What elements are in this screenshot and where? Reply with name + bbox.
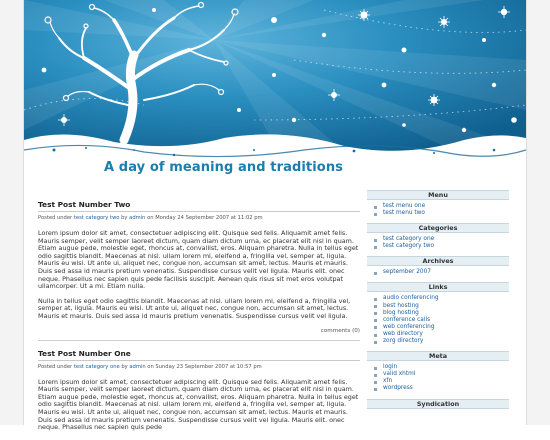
sidebar-link[interactable]: wordpress bbox=[374, 385, 509, 392]
sidebar-link[interactable]: test category two bbox=[374, 243, 509, 250]
comments-link[interactable]: comments (0) bbox=[38, 328, 360, 341]
post-body bbox=[38, 379, 360, 432]
sidebar-categories bbox=[367, 223, 509, 252]
post-meta: Posted under test category two by admin on Monday 24 September 2007 at 11:02 pm bbox=[38, 215, 263, 221]
sidebar-link[interactable]: best hosting bbox=[374, 303, 509, 310]
site-title[interactable]: A day of meaning and traditions bbox=[104, 160, 344, 175]
sidebar-heading: Syndication bbox=[367, 399, 509, 409]
sidebar-heading: Meta bbox=[367, 351, 509, 361]
header-banner bbox=[24, 0, 526, 190]
sidebar-link[interactable]: xfn bbox=[374, 378, 509, 385]
sidebar-link[interactable]: login bbox=[374, 364, 509, 371]
post-paragraph: Nulla in tellus eget odio sagittis blandit. Maecenas at nisl. ullam lorem mi, eleifend a, fringilla vel, semper at, ligula. Mauris eu wisi. Ut ante ui, aliquet nec, congue non, accumsan sit amet, lectus. Mauris et mauris. Duis sed assa id mauris pretium venenatis. Suspendisse cursus velit vel ligula. bbox=[38, 296, 351, 320]
sidebar-link[interactable]: blog hosting bbox=[374, 310, 509, 317]
sidebar-archives bbox=[367, 256, 509, 278]
sidebar-link[interactable]: test category one bbox=[374, 236, 509, 243]
right-frame-border bbox=[526, 0, 550, 425]
sidebar-heading: Categories bbox=[367, 223, 509, 233]
sidebar-link[interactable]: web directory bbox=[374, 331, 509, 338]
post-meta: Posted under test category one by admin on Sunday 23 September 2007 at 10:57 pm bbox=[38, 363, 262, 370]
post-title[interactable]: Test Post Number Two bbox=[38, 200, 360, 212]
sidebar-link[interactable]: test menu two bbox=[374, 210, 509, 217]
sidebar-heading: Menu bbox=[367, 190, 509, 200]
sidebar-link[interactable]: zorg directory bbox=[374, 338, 509, 345]
main-content bbox=[38, 200, 360, 440]
sidebar-link[interactable]: audio conferencing bbox=[374, 295, 509, 302]
sidebar-link[interactable]: test menu one bbox=[374, 203, 509, 210]
sidebar-meta bbox=[367, 351, 509, 394]
sidebar-heading: Links bbox=[367, 282, 509, 292]
post-title[interactable]: Test Post Number One bbox=[38, 349, 360, 361]
post-entry bbox=[38, 349, 360, 432]
sidebar-menu bbox=[367, 190, 509, 219]
post-body bbox=[38, 230, 360, 321]
sidebar-syndication bbox=[367, 399, 509, 409]
post-entry bbox=[38, 200, 360, 341]
sidebar-links bbox=[367, 282, 509, 347]
post-paragraph: Lorem ipsum dolor sit amet, consectetuer adipiscing elit. Quisque sed felis. Aliquamit amet felis. Mauris semper, velit semper laoreet dictum, quam diam dictum urna, ec placerat elit nisl in quam. Etiam augue pede, molestie eget, rhoncus at, convallist, eros. Aliquam pharetra. Nulla in tellus eget odio sagittis blandit. Maecenas at nisl. ullam lorem mi, eleifend a, fringilla vel, semper at, ligula. Mauris eu wisi. Ut ante ui, aliquet nec, congue non, accumsan sit amet, lectus. Mauris et mauris. Duis sed assa id mauris pretium venenatis. Suspendisse cursus velit vel ligula. Mauris elit. onec neque. Phasellus nec sapien quis pede bbox=[38, 377, 359, 432]
post-author-link[interactable]: admin bbox=[129, 215, 146, 221]
sidebar-heading: Archives bbox=[367, 256, 509, 266]
left-frame-border bbox=[0, 0, 24, 425]
post-category-link[interactable]: test category one bbox=[73, 363, 120, 370]
sidebar-link[interactable]: web conferencing bbox=[374, 324, 509, 331]
sidebar-link[interactable]: conference calls bbox=[374, 317, 509, 324]
post-paragraph: Lorem ipsum dolor sit amet, consectetuer adipiscing elit. Quisque sed felis. Aliquamit amet felis. Mauris semper, velit semper laoreet dictum, quam diam dictum urna, ec placerat elit nisl in quam. Etiam augue pede, molestie eget, rhoncus at, convallist, eros. Aliquam pharetra. Nulla in tellus eget odio sagittis blandit. Maecenas at nisl. ullam lorem mi, eleifend a, fringilla vel, semper at, ligula. Mauris eu wisi. Ut ante ui, aliquet nec, congue non, accumsan sit amet, lectus. Mauris et mauris. Duis sed assa id mauris pretium venenatis. Suspendisse cursus velit vel ligula. Mauris elit. onec neque. Phasellus nec sapien quis pede facilisis suscipit. Aenean quis risus sit met eros volutpat ullamcorper. Ut a mi. Etiam nulla. bbox=[38, 229, 359, 291]
sidebar-link[interactable]: valid xhtml bbox=[374, 371, 509, 378]
post-author-link[interactable]: admin bbox=[129, 363, 146, 370]
sidebar bbox=[367, 190, 509, 413]
sidebar-link[interactable]: september 2007 bbox=[374, 269, 509, 276]
post-category-link[interactable]: test category two bbox=[73, 215, 120, 221]
